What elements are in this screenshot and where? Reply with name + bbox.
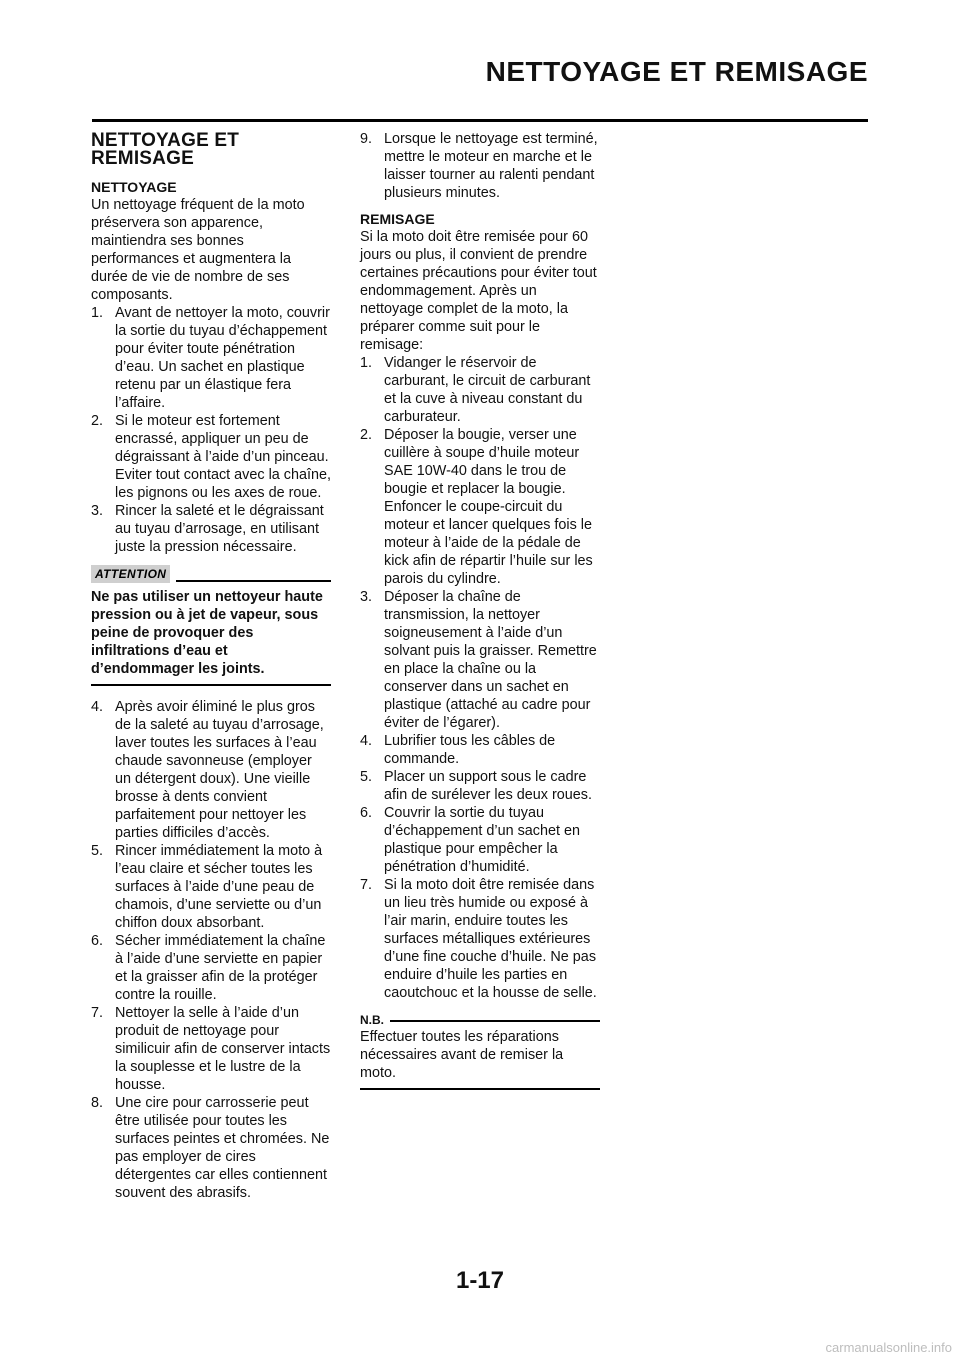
nb-header [360, 1010, 600, 1026]
item-number: 4. [91, 699, 104, 715]
item-text: Rincer la saleté et le dégraissant au tuyau d’arrosage, en utilisant juste la pression nécessaire. [115, 503, 324, 555]
item-number: 6. [91, 933, 104, 949]
item-number: 5. [91, 843, 104, 859]
right-column [360, 130, 600, 1090]
cleaning-step-9 [360, 130, 600, 202]
page-number: 1-17 [455, 1267, 505, 1294]
list-item [91, 412, 331, 502]
item-text: Vidanger le réservoir de carburant, le circuit de carburant et la cuve à niveau constant du carburateur. [384, 355, 591, 425]
header-rule [92, 119, 868, 122]
attention-header [91, 564, 331, 584]
item-text: Avant de nettoyer la moto, couvrir la sortie du tuyau d’échappement pour éviter toute pénétration d’eau. Un sachet en plastique retenu par un élastique fera l’affaire. [115, 305, 330, 411]
item-text: Si le moteur est fortement encrassé, appliquer un peu de dégraissant à l’aide d’un pinceau. Eviter tout contact avec la chaîne, les pignons ou les axes de roue. [115, 413, 331, 501]
list-item [91, 932, 331, 1004]
left-column [91, 130, 331, 1202]
list-item [360, 732, 600, 768]
list-item [91, 502, 331, 556]
list-item [360, 354, 600, 426]
item-number: 6. [360, 805, 373, 821]
subheading-remisage: REMISAGE [360, 211, 435, 227]
item-text: Déposer la bougie, verser une cuillère à soupe d’huile moteur SAE 10W-40 dans le trou de bougie et replacer la bougie. Enfoncer le coupe-circuit du moteur et lancer quelques fois le moteur à l’aide de la pédale de kick afin de répartir l’huile sur les parois du cylindre. [384, 427, 593, 587]
item-number: 5. [360, 769, 373, 785]
item-text: Lorsque le nettoyage est terminé, mettre le moteur en marche et le laisser tourner au ralenti pendant plusieurs minutes. [384, 131, 598, 201]
attention-text: Ne pas utiliser un nettoyeur haute pression ou à jet de vapeur, sous peine de provoquer des infiltrations d’eau et d’endommager les joints. [91, 588, 331, 686]
item-text: Une cire pour carrosserie peut être utilisée pour toutes les surfaces peintes et chromées. Ne pas employer de cires détergentes car elles contiennent souvent des abrasifs. [115, 1095, 330, 1201]
item-number: 4. [360, 733, 373, 749]
item-number: 3. [91, 503, 104, 519]
item-number: 7. [360, 877, 373, 893]
cleaning-steps-list-a [91, 304, 331, 556]
item-number: 7. [91, 1005, 104, 1021]
intro-paragraph: Un nettoyage fréquent de la moto préservera son apparence, maintiendra ses bonnes performances et augmentera la durée de vie de nombre de ses composants. [91, 197, 305, 303]
list-item [91, 1004, 331, 1094]
list-item [91, 1094, 331, 1202]
item-number: 2. [360, 427, 373, 443]
remisage-intro: Si la moto doit être remisée pour 60 jours ou plus, il convient de prendre certaines précautions pour éviter tout endommagement. Après un nettoyage complet de la moto, la préparer comme suit pour le remisage: [360, 229, 597, 353]
spacer [360, 202, 600, 210]
item-text: Sécher immédiatement la chaîne à l’aide d’une serviette en papier et la graisser afin de la protéger contre la rouille. [115, 933, 326, 1003]
watermark: carmanualsonline.info [825, 1340, 952, 1355]
list-item [360, 768, 600, 804]
item-number: 8. [91, 1095, 104, 1111]
list-item [360, 130, 600, 202]
nb-notice [360, 1010, 600, 1090]
list-item [91, 304, 331, 412]
item-text: Nettoyer la selle à l’aide d’un produit de nettoyage pour similicuir afin de conserver intacts la souplesse et le lustre de la housse. [115, 1005, 331, 1093]
list-item [360, 426, 600, 588]
nb-label: N.B. [360, 1013, 384, 1027]
item-text: Placer un support sous le cadre afin de surélever les deux roues. [384, 769, 592, 803]
list-item [360, 804, 600, 876]
attention-rule [176, 580, 331, 582]
item-number: 2. [91, 413, 104, 429]
item-text: Après avoir éliminé le plus gros de la saleté au tuyau d’arrosage, laver toutes les surfaces à l’eau chaude savonneuse (employer un détergent doux). Une vieille brosse à dents convient parfaitement pour nettoyer les parties difficiles d’accès. [115, 699, 324, 841]
list-item [360, 588, 600, 732]
list-item [91, 842, 331, 932]
list-item [360, 876, 600, 1002]
storage-steps-list [360, 354, 600, 1002]
subheading-nettoyage: NETTOYAGE [91, 179, 177, 195]
nb-rule [390, 1020, 600, 1022]
spacer [360, 1002, 600, 1010]
item-number: 3. [360, 589, 373, 605]
item-text: Couvrir la sortie du tuyau d’échappement d’un sachet en plastique pour empêcher la pénétration d’humidité. [384, 805, 581, 875]
item-text: Si la moto doit être remisée dans un lieu très humide ou exposé à l’air marin, enduire toutes les surfaces métalliques extérieures d’une fine couche d’huile. Ne pas enduire d’huile les parties en caoutchouc et la housse de selle. [384, 877, 597, 1001]
item-number: 1. [91, 305, 104, 321]
attention-notice [91, 564, 331, 686]
item-text: Rincer immédiatement la moto à l’eau claire et sécher toutes les surfaces à l’aide d’une peau de chamois, d’une serviette ou d’un chiffon doux absorbant. [115, 843, 323, 931]
item-text: Déposer la chaîne de transmission, la nettoyer soigneusement à l’aide d’un solvant puis la graisser. Remettre en place la chaîne ou la conserver dans un sachet en plastique (attaché au cadre pour éviter de l’égarer). [384, 589, 597, 731]
attention-badge: ATTENTION [91, 565, 170, 583]
item-text: Lubrifier tous les câbles de commande. [384, 733, 556, 767]
item-number: 9. [360, 131, 373, 147]
section-heading: NETTOYAGE ET REMISAGE [91, 130, 240, 169]
page-header-title: NETTOYAGE ET REMISAGE [485, 56, 868, 87]
list-item [91, 698, 331, 842]
item-number: 1. [360, 355, 373, 371]
cleaning-steps-list-b [91, 698, 331, 1202]
nb-text: Effectuer toutes les réparations nécessaires avant de remiser la moto. [360, 1028, 600, 1090]
